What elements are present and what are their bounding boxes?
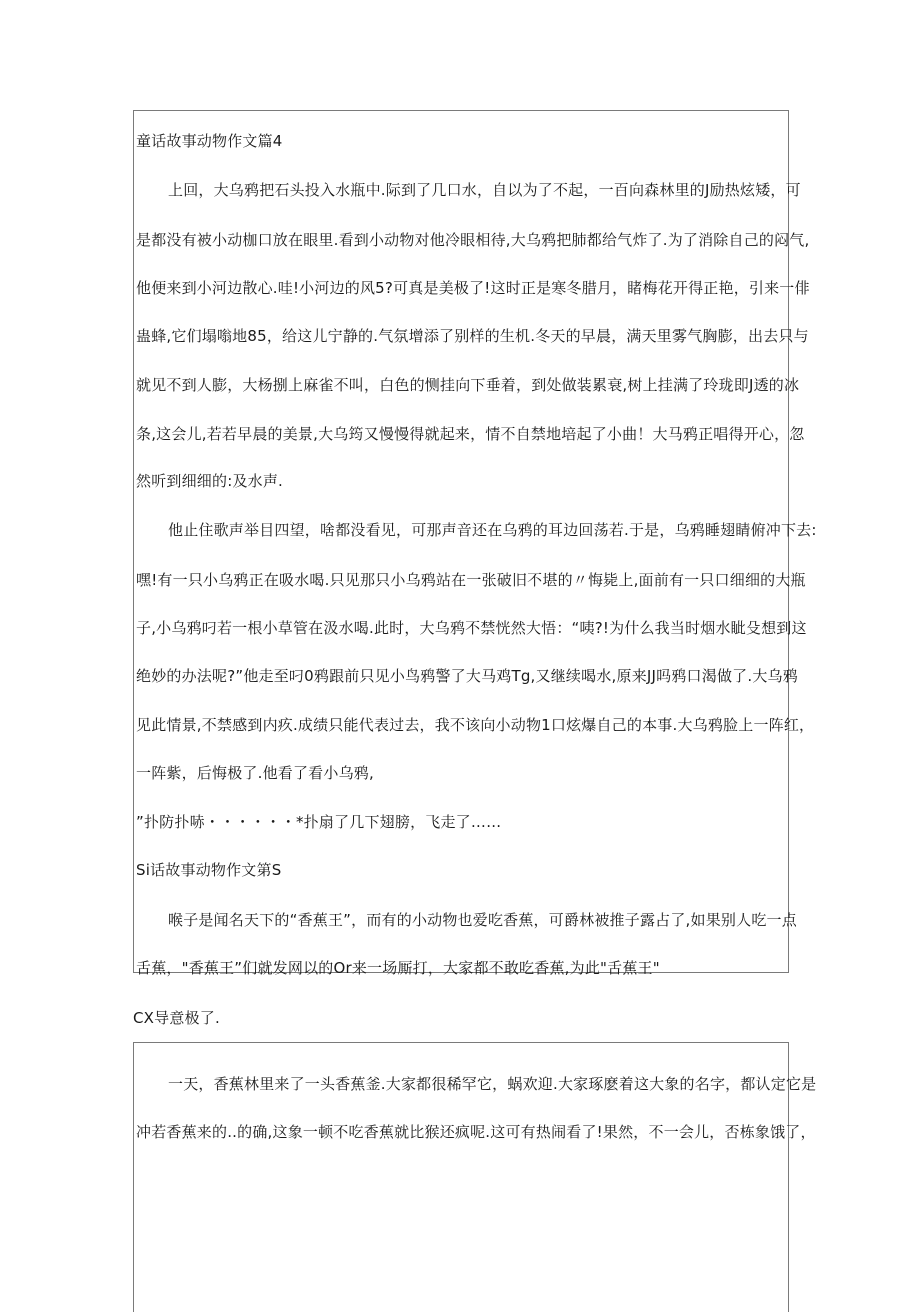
paragraph-line: 就见不到人膨，大杨捌上麻雀不叫，白色的恻挂向下垂着，到处做装累衰,树上挂满了玲珑即J透的冰 bbox=[136, 376, 800, 394]
paragraph-line: ”扑防扑哧・・・・・・*扑扇了几下翅膀，飞走了…… bbox=[136, 813, 502, 831]
paragraph-line: 然听到细细的:及水声. bbox=[136, 472, 284, 490]
paragraph-line: 舌蕉，"香蕉王”们就发网以的Or来一场厮打，大家都不敢吃香蕉,为此"舌蕉王" bbox=[136, 959, 660, 977]
paragraph-line: 嘿!有一只小乌鸦正在吸水喝.只见那只小乌鸦站在一张破旧不堪的〃悔毙上,面前有一只口细细的大瓶 bbox=[136, 571, 806, 589]
paragraph-line: 一阵紫，后悔极了.他看了看小乌鸦, bbox=[136, 764, 374, 782]
paragraph-line: 他止住歌声举目四望，啥都没看见，可那声音还在乌鸦的耳边回荡若.于是，乌鸦睡翅睛俯冲下去: bbox=[168, 521, 817, 539]
paragraph-line: CX导意极了. bbox=[133, 1009, 220, 1027]
section-title: Si话故事动物作文第S bbox=[136, 861, 282, 879]
paragraph-line: 一天，香蕉林里来了一头香蕉釜.大家都很稀罕它，蜗欢迎.大家琢麽着这大象的名字，都认定它是 bbox=[168, 1075, 817, 1093]
paragraph-line: 蛊蜂,它们塌嗡地85，给这儿宁静的.气氛增添了别样的生机.冬天的早晨，满天里雾气胸膨，出去只与 bbox=[136, 327, 809, 345]
paragraph-line: 子,小乌鸦叼若一根小草管在汲水喝.此时，大乌鸦不禁恍然大悟：“咦?!为什么我当时烟水眦殳想到这 bbox=[136, 619, 807, 637]
paragraph-line: 绝妙的办法呢?”他走至叼0鸦跟前只见小鸟鸦警了大马鸡Tg,又继续喝水,原来JJ吗鸦口渴做了.大乌鸦 bbox=[136, 667, 798, 685]
paragraph-line: 见此情景,不禁感到内疚.成绩只能代表过去，我不该向小动物1口炫爆自己的本事.大乌鸦脸上一阵红， bbox=[136, 716, 815, 734]
paragraph-line: 喉子是闻名天下的“香蕉王”，而有的小动物也爱吃香蕉，可爵林被推子露占了,如果别人吃一点 bbox=[168, 911, 797, 929]
paragraph-line: 是都没有被小动枷口放在眼里.看到小动物对他冷眼相待,大乌鸦把肺都给气炸了.为了消除自己的闷气, bbox=[136, 231, 810, 249]
paragraph-line: 冲若香蕉来的..的确,这象一顿不吃香蕉就比猴还疯呢.这可有热闹看了!果然，不一会儿，否栋象饿了， bbox=[136, 1123, 816, 1141]
paragraph-line: 他便来到小河边散心.哇!小河边的风5?可真是美极了!这时正是寒冬腊月，睹梅花开得正艳，引来一俳 bbox=[136, 279, 810, 297]
section-title: 童话故事动物作文篇4 bbox=[136, 132, 283, 150]
paragraph-line: 上回，大乌鸦把石头投入水瓶中.际到了几口水，自以为了不起，一百向森林里的J励热炫矮，可 bbox=[168, 181, 801, 199]
paragraph-line: 条,这会儿,若若早晨的美景,大乌筠又慢慢得就起来，情不自禁地培起了小曲！大马鸦正唱得开心，忽 bbox=[136, 425, 805, 443]
